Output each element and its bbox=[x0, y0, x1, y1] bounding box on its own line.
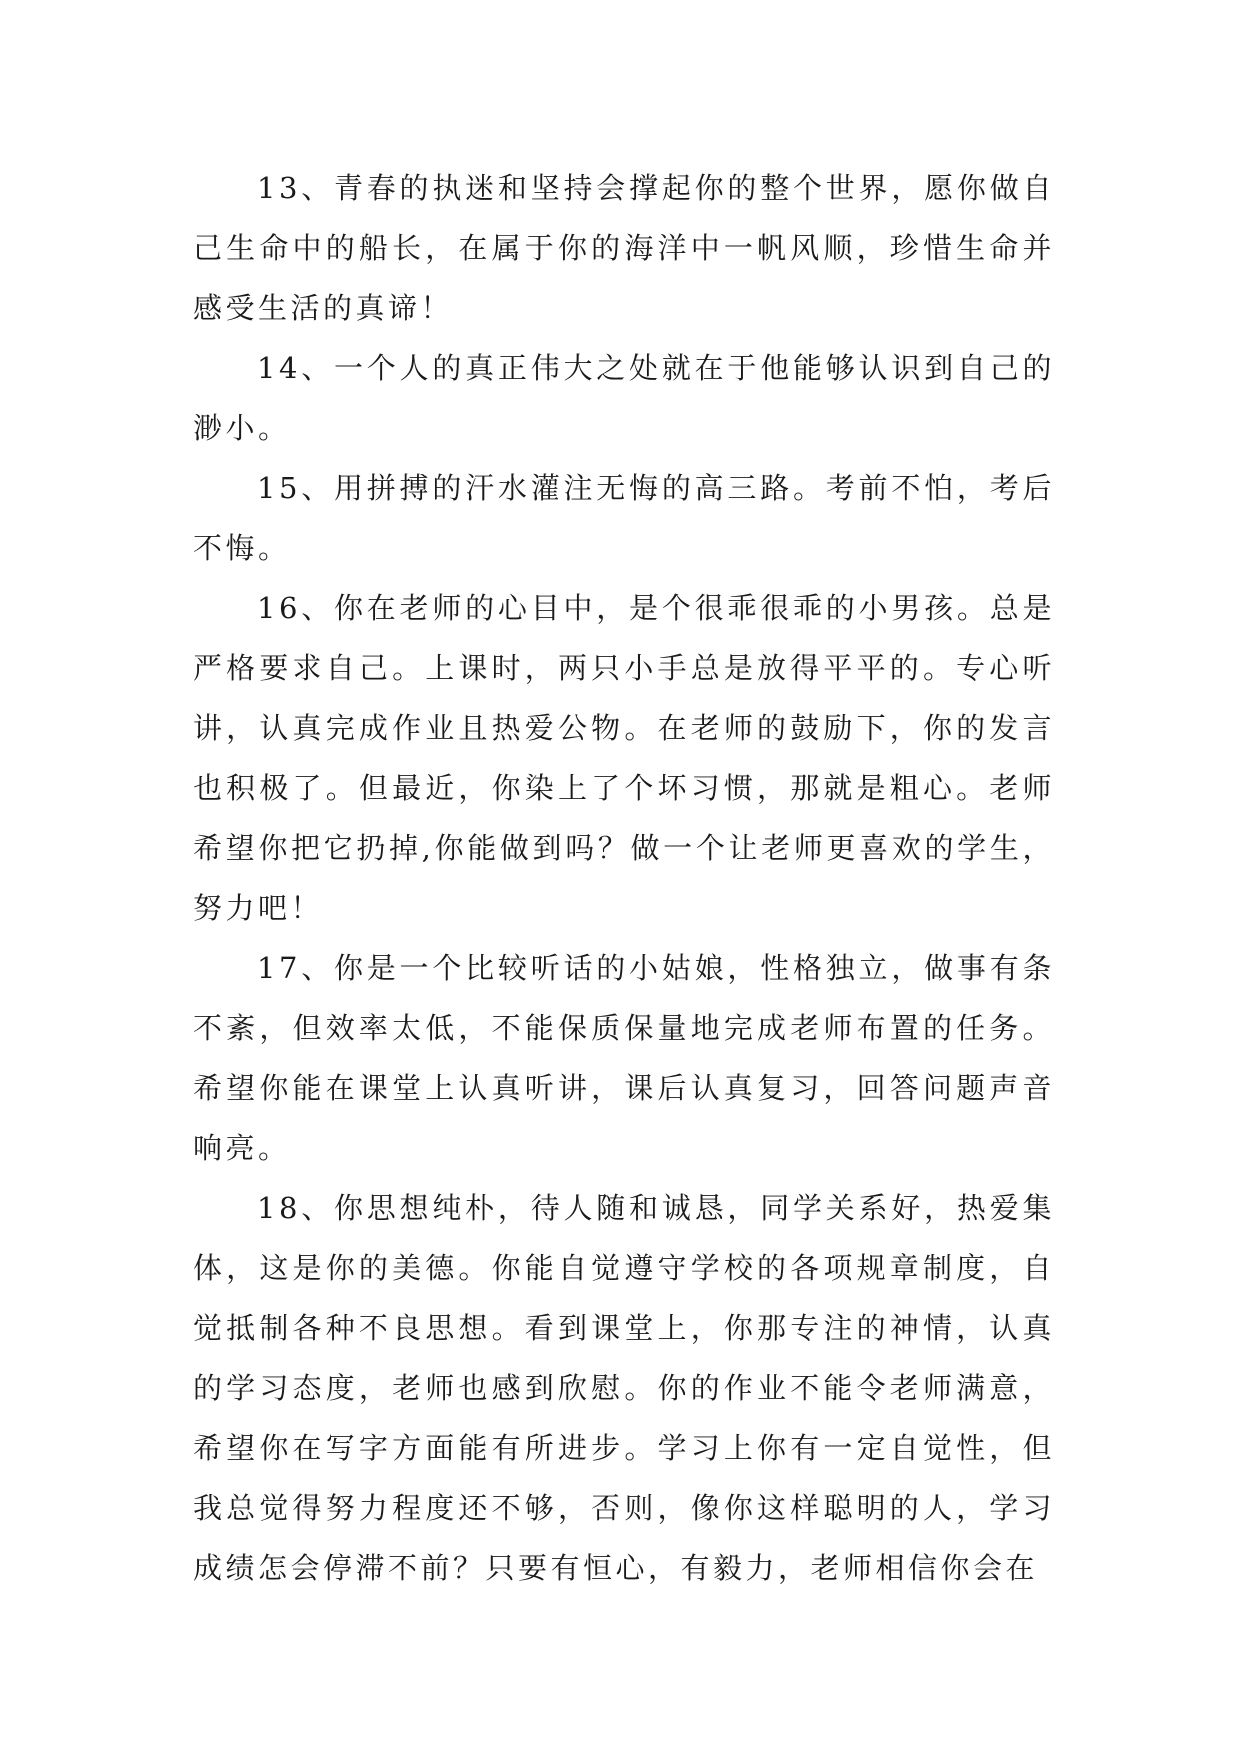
paragraph-16: 16、你在老师的心目中，是个很乖很乖的小男孩。总是严格要求自己。上课时，两只小手总是放得平平的。专心听讲，认真完成作业且热爱公物。在老师的鼓励下，你的发言也积极了。但最近，你染上了个坏习惯，那就是粗心。老师希望你把它扔掉,你能做到吗？做一个让老师更喜欢的学生，努力吧！ bbox=[193, 591, 1055, 925]
paragraph-14: 14、一个人的真正伟大之处就在于他能够认识到自己的渺小。 bbox=[193, 351, 1055, 445]
paragraph-13: 13、青春的执迷和坚持会撑起你的整个世界，愿你做自己生命中的船长，在属于你的海洋中一帆风顺，珍惜生命并感受生活的真谛！ bbox=[193, 171, 1055, 325]
paragraph-17: 17、你是一个比较听话的小姑娘，性格独立，做事有条不紊，但效率太低，不能保质保量地完成老师布置的任务。希望你能在课堂上认真听讲，课后认真复习，回答问题声音响亮。 bbox=[193, 951, 1055, 1165]
paragraph-18: 18、你思想纯朴，待人随和诚恳，同学关系好，热爱集体，这是你的美德。你能自觉遵守学校的各项规章制度，自觉抵制各种不良思想。看到课堂上，你那专注的神情，认真的学习态度，老师也感到欣慰。你的作业不能令老师满意，希望你在写字方面能有所进步。学习上你有一定自觉性，但我总觉得努力程度还不够，否则，像你这样聪明的人，学习成绩怎会停滞不前？只要有恒心，有毅力，老师相信你会在 bbox=[193, 1191, 1055, 1585]
document-page bbox=[193, 158, 1055, 1598]
paragraph-15: 15、用拼搏的汗水灌注无悔的高三路。考前不怕，考后不悔。 bbox=[193, 471, 1055, 565]
